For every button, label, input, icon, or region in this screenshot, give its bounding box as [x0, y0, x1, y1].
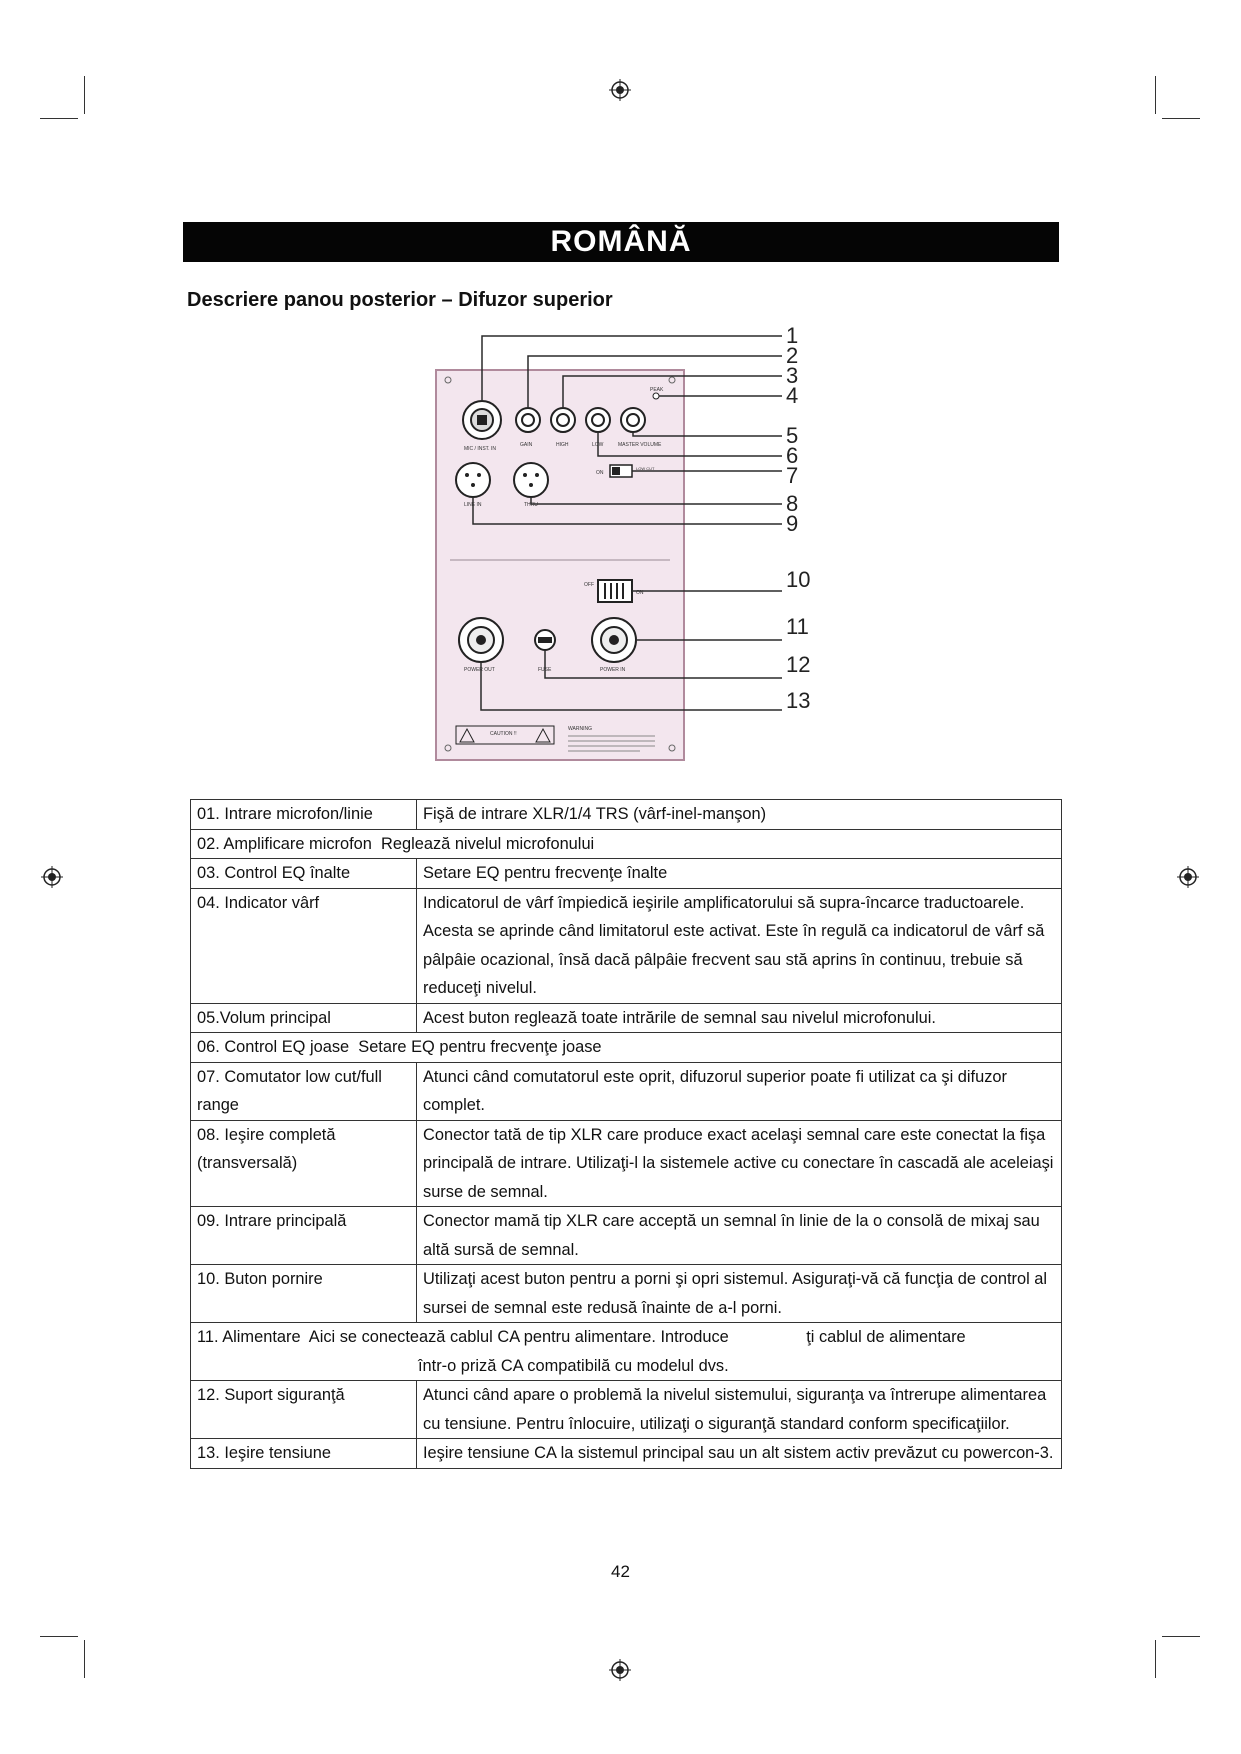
on-label: ON: [596, 470, 604, 476]
component-description: Setare EQ pentru frecvenţe înalte: [417, 859, 1062, 889]
low-eq-knob: [586, 408, 610, 432]
table-row: [191, 1439, 1062, 1469]
thru-xlr-jack: [514, 463, 548, 497]
power-switch: [598, 580, 632, 602]
callout-number: 3: [786, 363, 799, 388]
mic-inst-label: MIC / INST. IN: [464, 446, 496, 452]
crop-mark: [40, 118, 78, 119]
peak-label: PEAK: [650, 387, 664, 393]
component-label: 13. Ieşire tensiune: [191, 1439, 417, 1469]
component-label: 05.Volum principal: [191, 1003, 417, 1033]
gain-label: GAIN: [520, 442, 533, 448]
mic-inst-input-jack: [463, 401, 501, 439]
callout-number: 10: [786, 567, 811, 592]
fuse-holder: [535, 630, 555, 650]
table-row: [191, 1003, 1062, 1033]
line-in-label: LINE IN: [464, 502, 482, 508]
power-in-label: POWER IN: [600, 667, 626, 673]
callout-number: 1: [786, 323, 799, 348]
callout-number: 6: [786, 443, 799, 468]
table-row: [191, 1207, 1062, 1265]
table-row: [191, 829, 1062, 859]
component-description: Fişă de intrare XLR/1/4 TRS (vârf-inel-manşon): [417, 800, 1062, 830]
low-cut-label: LOW CUT: [636, 466, 655, 471]
master-volume-knob: [621, 408, 645, 432]
thru-label: THRU: [524, 502, 538, 508]
callout-number: 13: [786, 688, 811, 713]
crop-mark: [1162, 1636, 1200, 1637]
callout-number: 4: [786, 383, 799, 408]
callout-number: 11: [786, 614, 809, 639]
callout-number: 2: [786, 343, 799, 368]
registration-mark-icon: [1177, 866, 1199, 888]
table-row: [191, 800, 1062, 830]
crop-mark: [84, 1640, 85, 1678]
on-switch-label: ON: [636, 590, 644, 596]
warning-text: WARNING: [568, 726, 592, 732]
component-label: 08. Ieşire completă (transversală): [191, 1120, 417, 1207]
component-description-table: [190, 799, 1062, 1469]
component-description: Acest buton reglează toate intrările de semnal sau nivelul microfonului.: [417, 1003, 1062, 1033]
component-label: 12. Suport siguranţă: [191, 1381, 417, 1439]
component-description: Conector mamă tip XLR care acceptă un semnal în linie de la o consolă de mixaj sau altă sursă de semnal.: [417, 1207, 1062, 1265]
caution-text: CAUTION !!: [490, 731, 517, 737]
table-row: [191, 859, 1062, 889]
crop-mark: [1155, 76, 1156, 114]
section-title: Descriere panou posterior – Difuzor superior: [187, 289, 613, 311]
power-out-connector: [459, 618, 503, 662]
power-row-continuation: într-o priză CA compatibilă cu modelul dvs.: [418, 1356, 729, 1375]
component-description: Ieşire tensiune CA la sistemul principal sau un alt sistem activ prevăzut cu powercon-3.: [417, 1439, 1062, 1469]
table-row: [191, 888, 1062, 1003]
high-label: HIGH: [556, 442, 569, 448]
crop-mark: [40, 1636, 78, 1637]
power-row-first-line: 11. Alimentare Aici se conectează cablul CA pentru alimentare. Introduce ţi cablul de alimentare: [197, 1328, 966, 1346]
callout-number: 9: [786, 511, 799, 536]
component-description: Indicatorul de vârf împiedică ieşirile amplificatorului să supra-încarce traductoarele. Acesta se aprinde când limitatorul este activat. Este în regulă ca indicatorul de vârf să pâlpâie ocazional, însă dacă pâlpâie frecvent sau stă aprins în continuu, trebuie să reduceţi nivelul.: [417, 888, 1062, 1003]
master-volume-label: MASTER VOLUME: [618, 442, 662, 448]
callout-number: 12: [786, 652, 811, 677]
registration-mark-icon: [41, 866, 63, 888]
callout-number: 5: [786, 423, 799, 448]
component-label: 10. Buton pornire: [191, 1265, 417, 1323]
table-row: [191, 1381, 1062, 1439]
component-label: 04. Indicator vârf: [191, 888, 417, 1003]
registration-mark-icon: [609, 79, 631, 101]
peak-led: [653, 393, 659, 399]
table-row: [191, 1265, 1062, 1323]
crop-mark: [1155, 1640, 1156, 1678]
component-description: Atunci când apare o problemă la nivelul sistemului, siguranţa va întrerupe alimentarea cu tensiune. Pentru înlocuire, utilizaţi o siguranţă standard conform specificaţiilor.: [417, 1381, 1062, 1439]
language-banner: ROMÂNĂ: [183, 222, 1059, 262]
page-number: 42: [611, 1562, 630, 1581]
callout-number: 8: [786, 491, 799, 516]
table-row: [191, 1062, 1062, 1120]
crop-mark: [84, 76, 85, 114]
component-row-text: [191, 1323, 1062, 1381]
component-description: Atunci când comutatorul este oprit, difuzorul superior poate fi utilizat ca şi difuzor complet.: [417, 1062, 1062, 1120]
component-label: 09. Intrare principală: [191, 1207, 417, 1265]
rear-panel-diagram: [420, 318, 840, 768]
power-in-connector: [592, 618, 636, 662]
off-label: OFF: [584, 582, 594, 588]
line-in-xlr-jack: [456, 463, 490, 497]
component-label: 01. Intrare microfon/linie: [191, 800, 417, 830]
registration-mark-icon: [609, 1659, 631, 1681]
component-row-text: 06. Control EQ joase Setare EQ pentru frecvenţe joase: [191, 1033, 1062, 1063]
fuse-label: FUSE: [538, 667, 552, 673]
gain-knob: [516, 408, 540, 432]
table-row: [191, 1323, 1062, 1381]
table-row: [191, 1033, 1062, 1063]
crop-mark: [1162, 118, 1200, 119]
high-eq-knob: [551, 408, 575, 432]
component-label: 07. Comutator low cut/full range: [191, 1062, 417, 1120]
component-description: Conector tată de tip XLR care produce exact acelaşi semnal care este conectat la fişa principală de intrare. Utilizaţi-l la sistemele active cu conectare în cascadă ale aceleiaşi surse de semnal.: [417, 1120, 1062, 1207]
power-out-label: POWER OUT: [464, 667, 495, 673]
component-description: Utilizaţi acest buton pentru a porni şi opri sistemul. Asiguraţi-vă că funcţia de control al sursei de semnal este redusă înainte de a-l porni.: [417, 1265, 1062, 1323]
low-label: LOW: [592, 442, 604, 448]
callout-number: 7: [786, 463, 799, 488]
table-row: [191, 1120, 1062, 1207]
component-label: 03. Control EQ înalte: [191, 859, 417, 889]
component-row-text: 02. Amplificare microfon Reglează nivelul microfonului: [191, 829, 1062, 859]
